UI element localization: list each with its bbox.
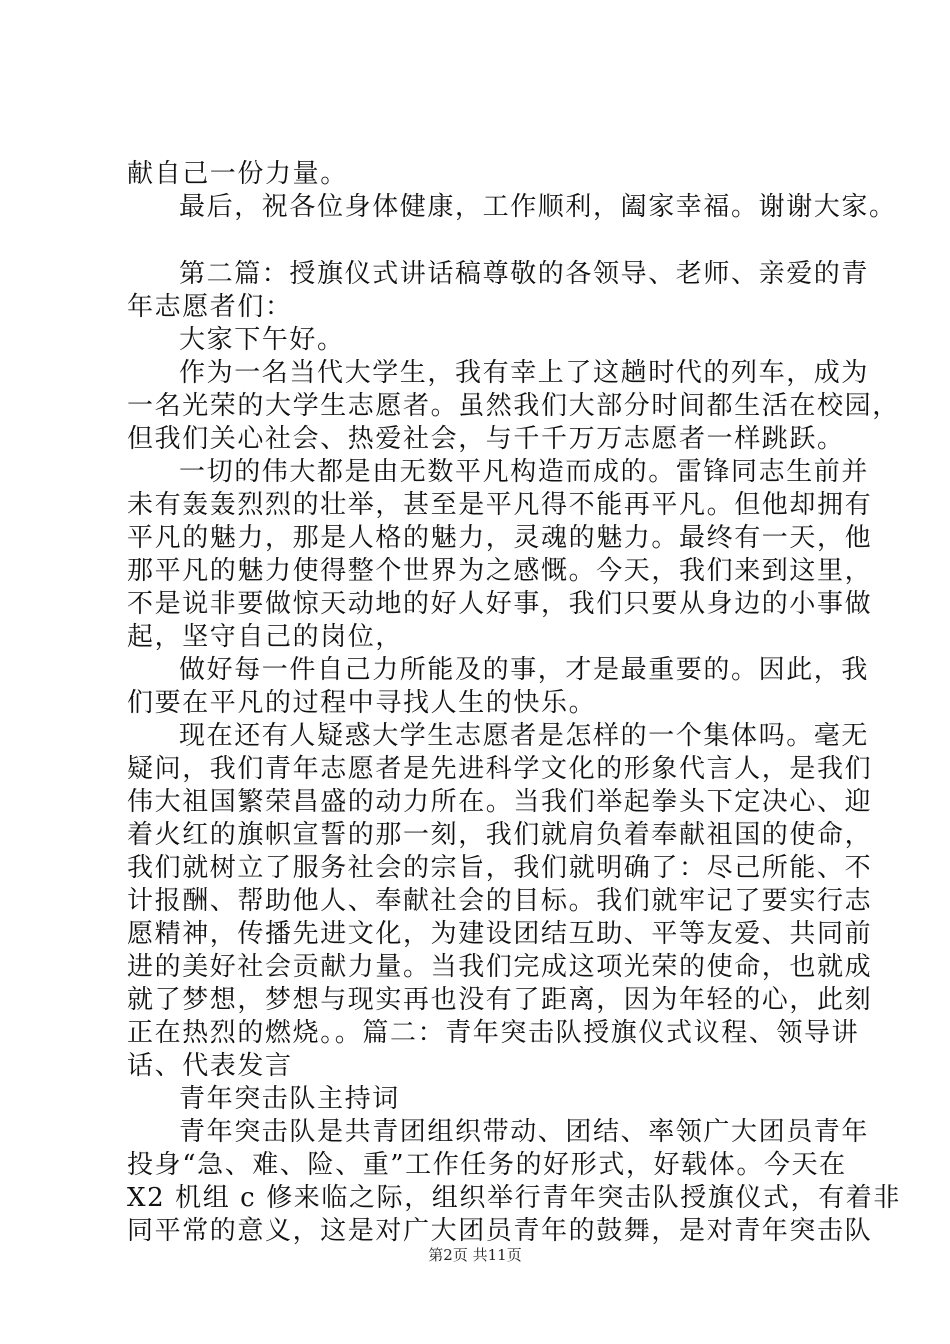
text-line: 做好每一件自己力所能及的事，才是最重要的。因此，我 <box>179 655 870 685</box>
text-line: 话、代表发言 <box>127 1051 293 1081</box>
text-line: 但我们关心社会、热爱社会，与千千万万志愿者一样跳跃。 <box>127 424 845 454</box>
text-line: 年志愿者们： <box>127 292 293 322</box>
text-line: 大家下午好。 <box>179 325 345 355</box>
text-line: 疑问，我们青年志愿者是先进科学文化的形象代言人，是我们 <box>127 754 873 784</box>
text-line: 计报酬、帮助他人、奉献社会的目标。我们就牢记了要实行志 <box>127 886 873 916</box>
subheading-line: 青年突击队主持词 <box>179 1084 400 1114</box>
text-line: 青年突击队是共青团组织带动、团结、率领广大团员青年 <box>179 1117 870 1147</box>
text-line: 那平凡的魅力使得整个世界为之感慨。今天，我们来到这里， <box>127 556 873 586</box>
text-line: 就了梦想，梦想与现实再也没有了距离，因为年轻的心，此刻 <box>127 985 873 1015</box>
text-line: 我们就树立了服务社会的宗旨，我们就明确了：尽己所能、不 <box>127 853 873 883</box>
text-line: 献自己一份力量。 <box>127 159 348 189</box>
text-line: 进的美好社会贡献力量。当我们完成这项光荣的使命，也就成 <box>127 952 873 982</box>
text-line: 伟大祖国繁荣昌盛的动力所在。当我们举起拳头下定决心、迎 <box>127 787 873 817</box>
text-line: 着火红的旗帜宣誓的那一刻，我们就肩负着奉献祖国的使命， <box>127 820 873 850</box>
document-body <box>127 158 902 1248</box>
text-line: 最后，祝各位身体健康，工作顺利，阖家幸福。谢谢大家。 <box>179 192 897 222</box>
text-line: 未有轰轰烈烈的壮举，甚至是平凡得不能再平凡。但他却拥有 <box>127 490 873 520</box>
text-line: 正在热烈的燃烧。。篇二：青年突击队授旗仪式议程、领导讲 <box>127 1018 860 1048</box>
page-number-footer: 第2页 共11页 <box>428 1246 522 1264</box>
text-line: 作为一名当代大学生，我有幸上了这趟时代的列车，成为 <box>179 358 870 388</box>
text-line: 起，坚守自己的岗位， <box>127 622 404 652</box>
text-line: 同平常的意义，这是对广大团员青年的鼓舞，是对青年突击队 <box>127 1216 873 1246</box>
text-line: X2 机组 c 修来临之际，组织举行青年突击队授旗仪式，有着非 <box>127 1183 902 1213</box>
text-line: 平凡的魅力，那是人格的魅力，灵魂的魅力。最终有一天，他 <box>127 523 873 553</box>
section-heading-line: 第二篇：授旗仪式讲话稿尊敬的各领导、老师、亲爱的青 <box>179 259 870 289</box>
text-line: 投身“急、难、险、重”工作任务的好形式，好载体。今天在 <box>127 1150 847 1180</box>
text-line: 不是说非要做惊天动地的好人好事，我们只要从身边的小事做 <box>127 589 873 619</box>
text-line: 们要在平凡的过程中寻找人生的快乐。 <box>127 688 597 718</box>
text-line: 一切的伟大都是由无数平凡构造而成的。雷锋同志生前并 <box>179 457 870 487</box>
paragraph-gap <box>127 224 837 258</box>
text-line: 一名光荣的大学生志愿者。虽然我们大部分时间都生活在校园， <box>127 391 900 421</box>
text-line: 现在还有人疑惑大学生志愿者是怎样的一个集体吗。毫无 <box>179 721 870 751</box>
text-line: 愿精神，传播先进文化，为建设团结互助、平等友爱、共同前 <box>127 919 873 949</box>
